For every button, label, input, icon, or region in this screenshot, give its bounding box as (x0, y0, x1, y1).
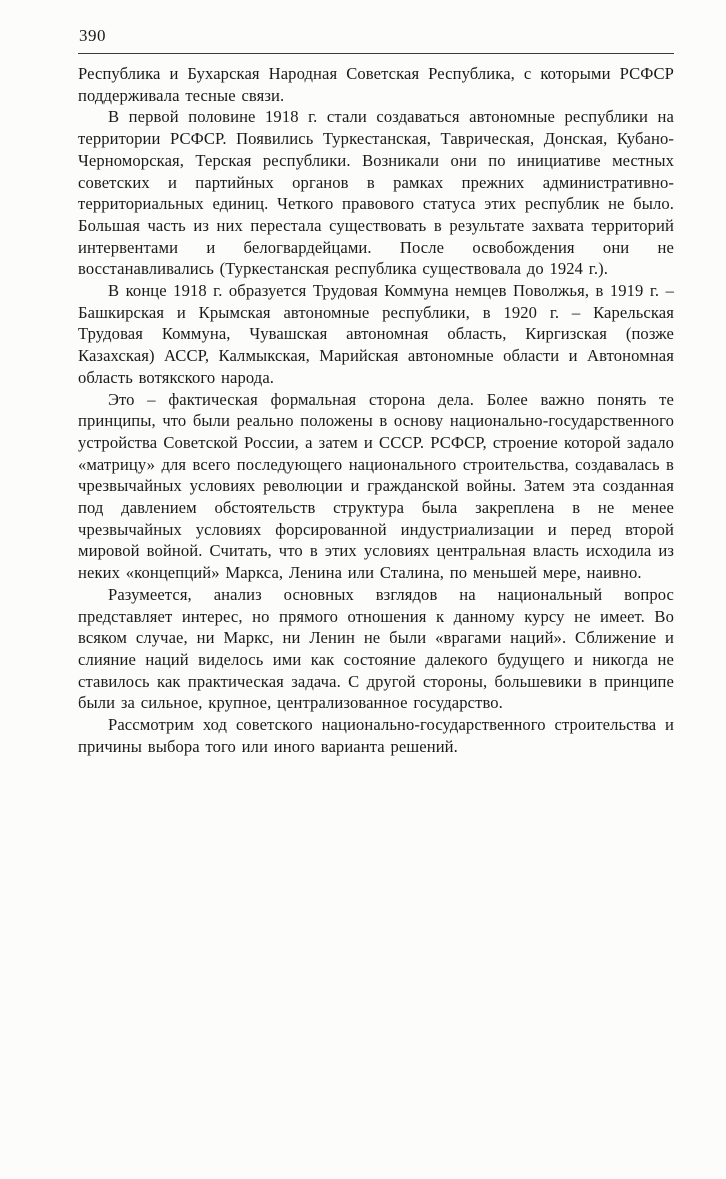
paragraph: Рассмотрим ход советского национально-государственного строительства и причины выбора того или иного варианта решений. (78, 715, 674, 756)
paragraph: Разумеется, анализ основных взглядов на национальный вопрос представляет интерес, но прямого отношения к данному курсу не имеет. Во всяком случае, ни Маркс, ни Ленин не были «врагами наций». Сближение и слияние наций виделось ими как состояние далекого будущего и никогда не ставилось как практическая задача. С другой стороны, большевики в принципе были за сильное, крупное, централизованное государство. (78, 584, 674, 713)
paragraph: В конце 1918 г. образуется Трудовая Коммуна немцев Поволжья, в 1919 г. – Башкирская и Крымская автономные республики, в 1920 г. – Карельская Трудовая Коммуна, Чувашская автономная область, Киргизская (позже Казахская) АССР, Калмыкская, Марийская автономные области и Автономная область вотякского народа. (78, 281, 674, 387)
page-text-block (78, 63, 674, 758)
paragraph: В первой половине 1918 г. стали создаваться автономные республики на территории РСФСР. Появились Туркестанская, Таврическая, Донская, Кубано-Черноморская, Терская республики. Возникали они по инициативе местных советских и партийных органов в рамках прежних административно-территориальных единиц. Четкого правового статуса этих республик не было. Большая часть из них перестала существовать в результате захвата территорий интервентами и белогвардейцами. После освобождения они не восстанавливались (Туркестанская республика существовала до 1924 г.). (78, 107, 674, 279)
header-rule (78, 53, 674, 54)
paragraph-continuation: Республика и Бухарская Народная Советская Республика, с которыми РСФСР поддерживала тесные связи. (78, 64, 674, 105)
paragraph: Это – фактическая формальная сторона дела. Более важно понять те принципы, что были реально положены в основу национально-государственного устройства Советской России, а затем и СССР. РСФСР, строение которой задало «матрицу» для всего последующего национального строительства, создавалась в чрезвычайных условиях революции и гражданской войны. Затем эта созданная под давлением обстоятельств структура была закреплена в не менее чрезвычайных условиях форсированной индустриализации и перед второй мировой войной. Считать, что в этих условиях центральная власть исходила из неких «концепций» Маркса, Ленина или Сталина, по меньшей мере, наивно. (78, 389, 674, 583)
page-number: 390 (79, 26, 106, 45)
